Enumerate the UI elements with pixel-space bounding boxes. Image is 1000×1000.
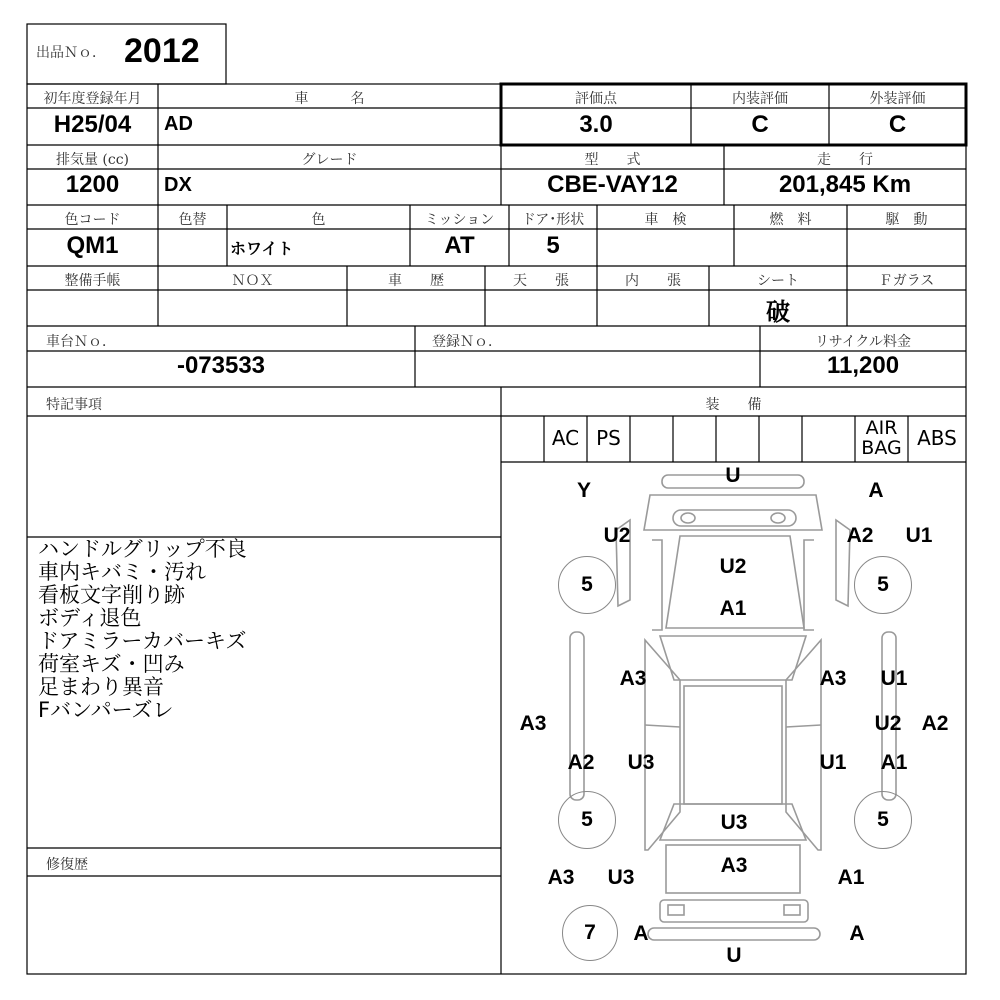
damage-mark: A2	[846, 524, 874, 547]
damage-mark: A	[633, 922, 649, 945]
chassis-number: -073533	[176, 352, 266, 379]
roof-outline	[684, 686, 782, 804]
grade-label: グレード	[301, 152, 358, 168]
damage-mark: U3	[720, 811, 748, 834]
model-code-label: 型 式	[584, 152, 641, 168]
damage-mark: A1	[719, 597, 747, 620]
spare-tire: 7	[562, 905, 618, 961]
note-line: 車内キバミ・汚れ	[38, 560, 206, 584]
exterior-rating: C	[888, 111, 907, 138]
damage-mark: A3	[720, 854, 748, 877]
color-label: 色	[311, 212, 326, 228]
front-glass-label: Ｆガラス	[878, 273, 935, 289]
color-code-label: 色コード	[64, 212, 121, 228]
interior-trim-label: 内 張	[625, 273, 681, 289]
damage-mark: U1	[880, 667, 908, 690]
model-code: CBE-VAY12	[547, 171, 678, 198]
transmission-label: ミッション	[424, 212, 495, 228]
inspection-label: 車 検	[644, 212, 687, 228]
fuel-label: 燃 料	[769, 212, 812, 228]
damage-mark: U3	[627, 751, 655, 774]
registration-date: H25/04	[53, 111, 132, 138]
damage-mark: A1	[880, 751, 908, 774]
rear-bumper-outline	[660, 900, 808, 922]
damage-mark: U1	[905, 524, 933, 547]
transmission: AT	[444, 232, 475, 259]
damage-mark: A	[849, 922, 865, 945]
seat-label: シート	[757, 273, 799, 289]
ceiling-label: 天 張	[513, 273, 569, 289]
doors: 5	[546, 232, 560, 259]
interior-rating: C	[751, 111, 769, 138]
mileage: 201,845 Km	[778, 171, 912, 198]
wheel-front-left: 5	[558, 556, 616, 614]
color-code: QM1	[66, 232, 119, 259]
front-grille-outline	[644, 495, 822, 530]
repaint-label: 色替	[178, 212, 207, 228]
score: 3.0	[579, 111, 613, 138]
doors-label: ドア･形状	[521, 212, 585, 228]
recycle-fee: 11,200	[826, 352, 900, 379]
nox-label: ＮＯＸ	[231, 273, 274, 289]
note-line: ボディ退色	[38, 606, 142, 630]
damage-mark: U2	[874, 712, 902, 735]
repair-history-label: 修復歴	[46, 857, 88, 873]
damage-mark: U	[725, 464, 741, 487]
car-name: AD	[164, 113, 193, 135]
windshield-outline	[660, 636, 806, 680]
mileage-label: 走 行	[817, 152, 873, 168]
damage-mark: U3	[607, 866, 635, 889]
damage-mark: U	[726, 944, 742, 967]
wheel-front-right: 5	[854, 556, 912, 614]
registration-date-label: 初年度登録年月	[43, 91, 142, 107]
wheel-rear-right: 5	[854, 791, 912, 849]
note-line: 看板文字削り跡	[38, 583, 185, 607]
car-name-label: 車 名	[294, 91, 365, 107]
lot-number: 2012	[124, 32, 200, 70]
damage-mark: A3	[547, 866, 575, 889]
damage-mark: U1	[819, 751, 847, 774]
damage-mark: A3	[519, 712, 547, 735]
wheel-rear-left: 5	[558, 791, 616, 849]
equipment-ps: PS	[596, 426, 621, 450]
maintenance-book-label: 整備手帳	[64, 273, 121, 289]
equipment-abs: ABS	[917, 426, 957, 450]
color: ホワイト	[230, 241, 294, 258]
chassis-number-label: 車台Ｎｏ．	[46, 334, 116, 350]
interior-rating-label: 内装評価	[732, 91, 788, 107]
equipment-airbag: AIR BAG	[861, 417, 902, 459]
vehicle-history-label: 車 歴	[388, 273, 444, 289]
score-label: 評価点	[575, 91, 617, 107]
exterior-rating-label: 外装評価	[869, 91, 926, 107]
note-line: ハンドルグリップ不良	[38, 537, 247, 561]
damage-mark: A2	[921, 712, 949, 735]
damage-mark: A2	[567, 751, 595, 774]
drive-label: 駆 動	[885, 212, 928, 228]
damage-mark: U2	[603, 524, 631, 547]
registration-number-label: 登録Ｎｏ．	[432, 334, 502, 350]
damage-mark: A1	[837, 866, 865, 889]
lot-number-label: 出品Ｎｏ．	[36, 45, 106, 61]
damage-mark: A	[868, 479, 884, 502]
grade: DX	[164, 174, 192, 196]
equipment-ac: AC	[551, 426, 580, 450]
damage-mark: U2	[719, 555, 747, 578]
displacement: 1200	[65, 171, 120, 198]
recycle-fee-label: リサイクル料金	[814, 334, 912, 350]
damage-mark: Y	[576, 479, 592, 502]
seat-condition: 破	[766, 299, 790, 326]
damage-mark: A3	[619, 667, 647, 690]
note-line: 足まわり異音	[38, 675, 164, 699]
equipment-label: 装 備	[705, 397, 762, 413]
note-line: Fバンパーズレ	[38, 698, 174, 722]
note-line: ドアミラーカバーキズ	[38, 629, 247, 653]
note-line: 荷室キズ・凹み	[38, 652, 185, 676]
displacement-label: 排気量 (cc)	[55, 152, 130, 168]
damage-mark: A3	[819, 667, 847, 690]
special-notes-label: 特記事項	[46, 397, 102, 413]
